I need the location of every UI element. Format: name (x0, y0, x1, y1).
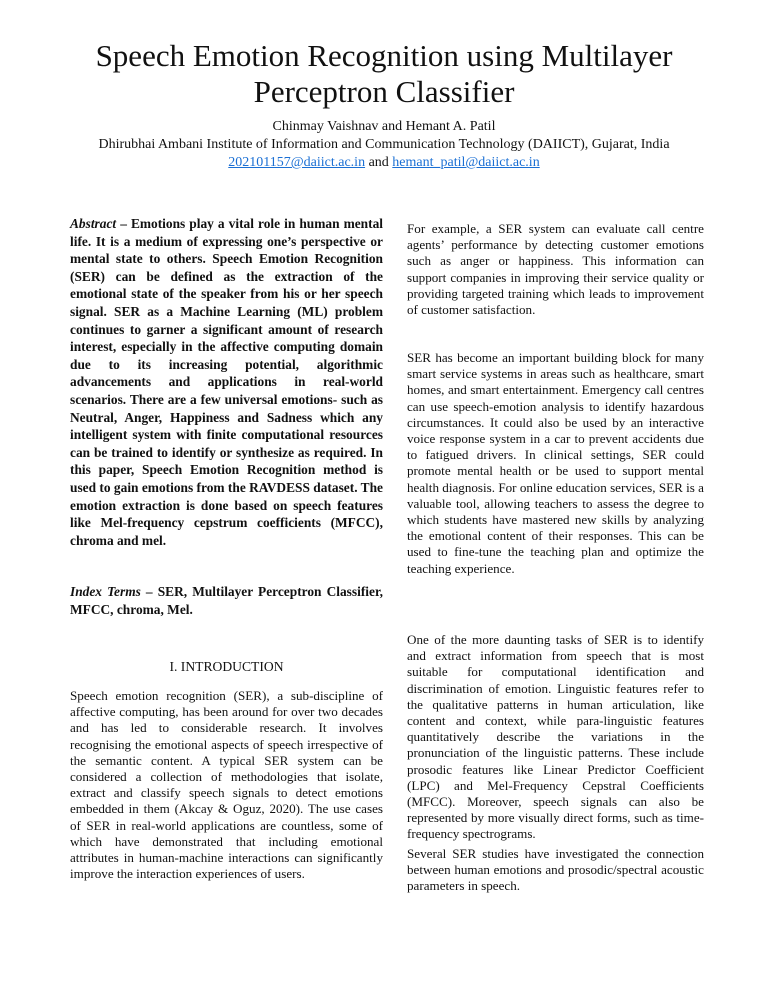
index-terms-dash: – (140, 584, 158, 599)
index-terms-label: Index Terms (70, 584, 141, 599)
right-paragraph-3: One of the more daunting tasks of SER is to identify and extract information from speech that is most suitable for computational identification and discrimination of emotion. Linguistic features refer to the qualitative patterns in human articulation, like content and context, while para-linguistic features quantitatively describe the variations in the pronunciation of the linguistic patterns. These include prosodic features like Linear Predictor Coefficient (LPC) and Mel-Frequency Cepstral Coefficients (MFCC). Moreover, speech signals can also be represented by more visually direct forms, such as time-frequency spectrograms. (407, 632, 704, 842)
intro-paragraph-1: Speech emotion recognition (SER), a sub-discipline of affective computing, has been around for over two decades and has led to considerable research. It involves recognising the emotional aspects of speech irrespective of the semantic content. A typical SER system can be considered a collection of methodologies that isolate, extract and classify speech signals to detect emotions embedded in them (Akcay & Oguz, 2020). The use cases of SER in real-world applications are countless, some of which have demonstrated that including emotional attributes in human-machine interactions can significantly improve the interaction experiences of users. (70, 688, 383, 882)
email-joiner: and (365, 155, 393, 170)
abstract-label: Abstract (70, 216, 117, 231)
index-terms-text: SER, Multilayer Perceptron Classifier, MFCC, chroma, Mel. (70, 584, 384, 617)
email-link-2[interactable]: hemant_patil@daiict.ac.in (392, 155, 540, 170)
index-terms (70, 583, 383, 618)
author-emails (0, 154, 768, 172)
author-block (0, 118, 768, 172)
abstract (70, 215, 383, 549)
title-line-1: Speech Emotion Recognition using Multilayer (95, 38, 673, 73)
author-affiliation: Dhirubhai Ambani Institute of Information and Communication Technology (DAIICT), Gujarat, India (98, 137, 670, 152)
section-heading-introduction: I. INTRODUCTION (169, 659, 284, 674)
paper-title (0, 38, 768, 110)
email-link-1[interactable]: 202101157@daiict.ac.in (228, 155, 366, 170)
right-paragraph-4: Several SER studies have investigated the connection between human emotions and prosodic/spectral acoustic parameters in speech. (407, 846, 704, 894)
author-names: Chinmay Vaishnav and Hemant A. Patil (272, 119, 496, 134)
abstract-text: Emotions play a vital role in human mental life. It is a medium of expressing one’s perspective or mental state to others. Speech Emotion Recognition (SER) can be defined as the extraction of the emotional state of the speaker from his or her speech signal. SER as a Machine Learning (ML) problem continues to garner a significant amount of research interest, especially in the affective computing domain due to its increasing potential, algorithmic advancements and applications in real-world scenarios. There are a few universal emotions- such as Neutral, Anger, Happiness and Sadness which any intelligent system with finite computational resources can be trained to identify or synthesize as required. In this paper, Speech Emotion Recognition method is used to gain emotions from the RAVDESS dataset. The emotion extraction is done based on speech features like Mel-frequency cepstrum coefficients (MFCC), chroma and mel. (70, 216, 383, 548)
abstract-dash: – (116, 216, 131, 231)
right-paragraph-2: SER has become an important building block for many smart service systems in areas such as healthcare, smart homes, and smart entertainment. Emergency call centres can use speech-emotion analysis to identify hazardous circumstances. It could also be used by an interactive voice response system in a car to prevent accidents due to fatigued drivers. In clinical settings, SER could promote mental health or be used to support mental health diagnosis. For online education services, SER is a valuable tool, allowing teachers to assess the degree to which students have mastered new skills by analyzing the emotional content of their responses. This can be used to fine-tune the teaching plan and optimize the teaching experience. (407, 350, 704, 576)
title-line-2: Perceptron Classifier (253, 74, 515, 109)
right-paragraph-1: For example, a SER system can evaluate call centre agents’ performance by detecting customer emotions such as anger or happiness. This information can support companies in improving their service quality or providing targeted training which leads to improvement of customer satisfaction. (407, 221, 704, 318)
